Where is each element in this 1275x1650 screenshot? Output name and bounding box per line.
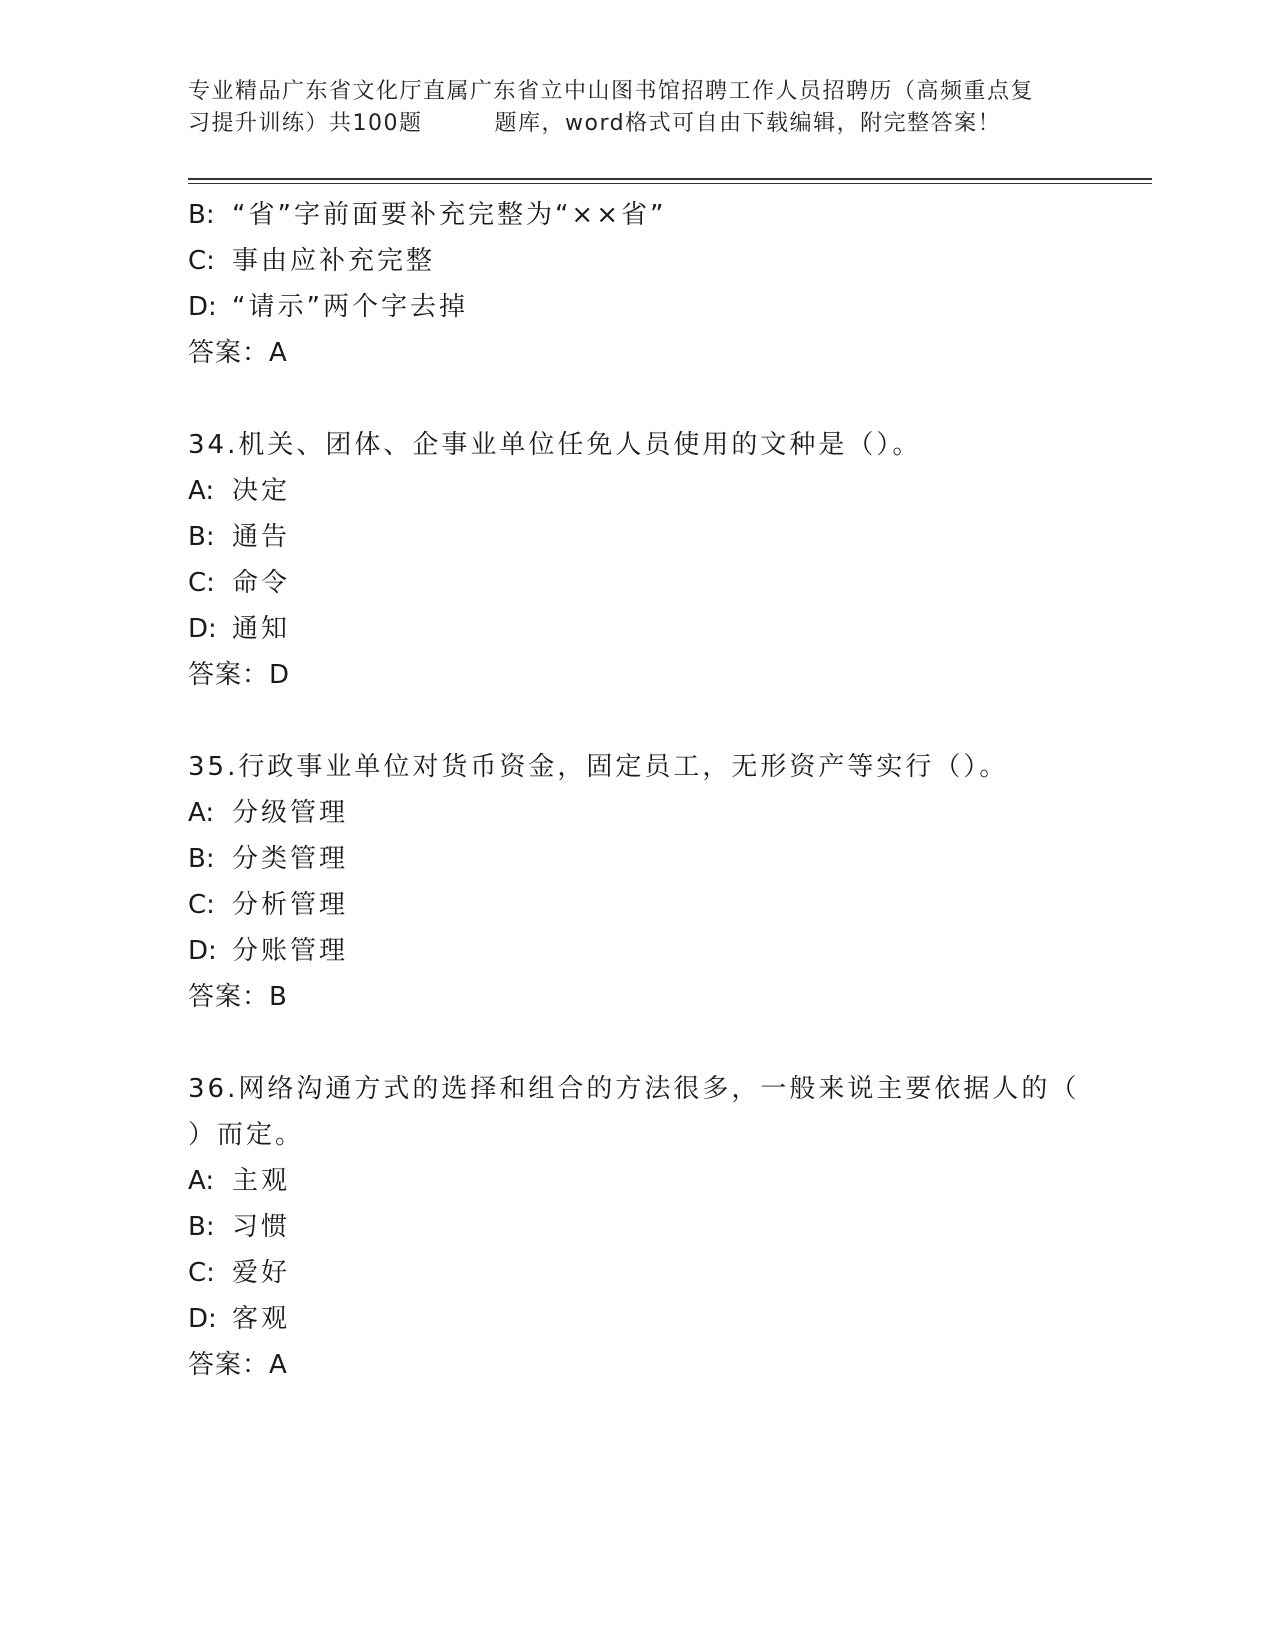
option-c	[188, 238, 1108, 284]
option-key: D:	[188, 292, 217, 322]
option-c	[188, 882, 1108, 928]
header-line-2-part-a: 习提升训练）共100题	[188, 111, 423, 136]
option-text: 分级管理	[232, 798, 349, 828]
option-c	[188, 1250, 1108, 1296]
option-text: 分类管理	[232, 844, 349, 874]
option-key: A:	[188, 1166, 215, 1196]
option-text: 主观	[232, 1166, 291, 1196]
option-d	[188, 928, 1108, 974]
option-key: D:	[188, 614, 217, 644]
option-c	[188, 560, 1108, 606]
option-text: 通告	[232, 522, 291, 552]
option-d	[188, 1296, 1108, 1342]
question-stem: 34.机关、团体、企事业单位任免人员使用的文种是（）。	[188, 430, 922, 460]
answer: 答案：A	[188, 1350, 288, 1380]
header-line-1: 专业精品广东省文化厅直属广东省立中山图书馆招聘工作人员招聘历（高频重点复	[188, 79, 1035, 104]
option-text: 客观	[232, 1304, 291, 1334]
option-b	[188, 192, 1108, 238]
option-key: B:	[188, 844, 215, 874]
option-text: “省”字前面要补充完整为“××省”	[232, 200, 667, 230]
option-text: 决定	[232, 476, 291, 506]
question-36	[188, 1066, 1108, 1388]
option-key: D:	[188, 936, 217, 966]
header-line-2	[188, 108, 1088, 140]
question-stem-line-2: ）而定。	[188, 1120, 305, 1150]
option-key: A:	[188, 798, 215, 828]
question-spacer	[188, 698, 1108, 744]
option-key: B:	[188, 1212, 215, 1242]
option-key: C:	[188, 246, 215, 276]
answer: 答案：B	[188, 982, 288, 1012]
page-header	[188, 76, 1088, 140]
option-text: 爱好	[232, 1258, 291, 1288]
option-text: 命令	[232, 568, 291, 598]
question-33-tail	[188, 192, 1108, 376]
option-text: 习惯	[232, 1212, 291, 1242]
option-d	[188, 284, 1108, 330]
option-key: D:	[188, 1304, 217, 1334]
option-key: C:	[188, 568, 215, 598]
option-text: 分析管理	[232, 890, 349, 920]
question-stem: 35.行政事业单位对货币资金，固定员工，无形资产等实行（）。	[188, 752, 1009, 782]
option-key: B:	[188, 200, 215, 230]
question-spacer	[188, 376, 1108, 422]
option-key: B:	[188, 522, 215, 552]
option-b	[188, 514, 1108, 560]
option-b	[188, 1204, 1108, 1250]
option-text: “请示”两个字去掉	[232, 292, 468, 322]
option-text: 事由应补充完整	[232, 246, 436, 276]
option-text: 分账管理	[232, 936, 349, 966]
question-35	[188, 744, 1108, 1020]
option-d	[188, 606, 1108, 652]
option-text: 通知	[232, 614, 291, 644]
option-b	[188, 836, 1108, 882]
question-34	[188, 422, 1108, 698]
header-divider-thick	[188, 178, 1152, 180]
option-key: C:	[188, 1258, 215, 1288]
option-a	[188, 790, 1108, 836]
answer: 答案：D	[188, 660, 291, 690]
option-key: C:	[188, 890, 215, 920]
header-divider-thin	[188, 183, 1152, 184]
option-key: A:	[188, 476, 215, 506]
answer: 答案：A	[188, 338, 288, 368]
question-list	[188, 192, 1108, 1388]
option-a	[188, 1158, 1108, 1204]
header-line-2-part-b: 题库，word格式可自由下载编辑，附完整答案！	[494, 111, 1002, 136]
option-a	[188, 468, 1108, 514]
question-stem-line-1: 36.网络沟通方式的选择和组合的方法很多，一般来说主要依据人的（	[188, 1074, 1080, 1104]
question-spacer	[188, 1020, 1108, 1066]
